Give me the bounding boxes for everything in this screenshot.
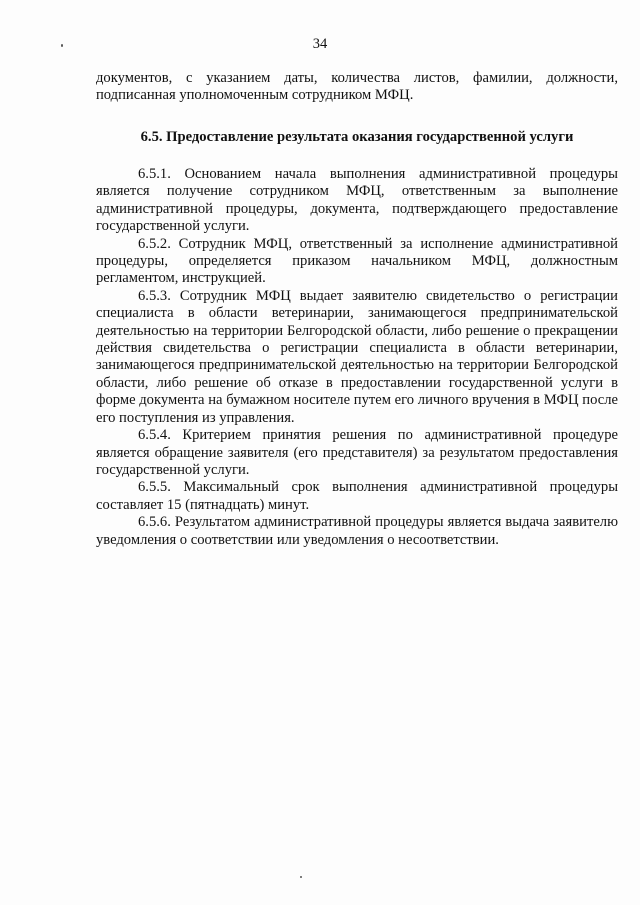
continuation-block	[96, 70, 618, 105]
scan-speck	[61, 44, 63, 47]
paragraph-6-5-4: 6.5.4. Критерием принятия решения по административной процедуре является обращение заявителя (его представителя) за результатом предоставления государственной услуги.	[96, 427, 618, 478]
section-body	[96, 166, 618, 549]
paragraph-6-5-5: 6.5.5. Максимальный срок выполнения административной процедуры составляет 15 (пятнадцать) минут.	[96, 479, 618, 513]
paragraph-6-5-2: 6.5.2. Сотрудник МФЦ, ответственный за исполнение административной процедуры, определяется приказом начальником МФЦ, должностным регламентом, инструкцией.	[96, 235, 618, 287]
paragraph-6-5-6: 6.5.6. Результатом административной процедуры является выдача заявителю уведомления о соответствии или уведомления о несоответствии.	[96, 514, 618, 548]
scan-speck	[300, 876, 302, 878]
paragraph-6-5-1: 6.5.1. Основанием начала выполнения административной процедуры является получение сотрудником МФЦ, ответственным за выполнение административной процедуры, документа, подтверждающего предоставление государственной услуги.	[96, 166, 618, 235]
continuation-paragraph: документов, с указанием даты, количества листов, фамилии, должности, подписанная уполномоченным сотрудником МФЦ.	[96, 70, 618, 104]
page-number: 34	[312, 36, 328, 52]
section-heading: 6.5. Предоставление результата оказания государственной услуги	[140, 129, 574, 145]
paragraph-6-5-3: 6.5.3. Сотрудник МФЦ выдает заявителю свидетельство о регистрации специалиста в области ветеринарии, занимающегося предпринимательской деятельностью на территории Белгородской области, либо решение о прекращении действия свидетельства о регистрации специалиста в области ветеринарии, занимающегося предпринимательской деятельностью на территории Белгородской области, либо решение об отказе в предоставлении государственной услуги в форме документа на бумажном носителе путем его личного вручения в МФЦ после его поступления из управления.	[96, 287, 618, 426]
